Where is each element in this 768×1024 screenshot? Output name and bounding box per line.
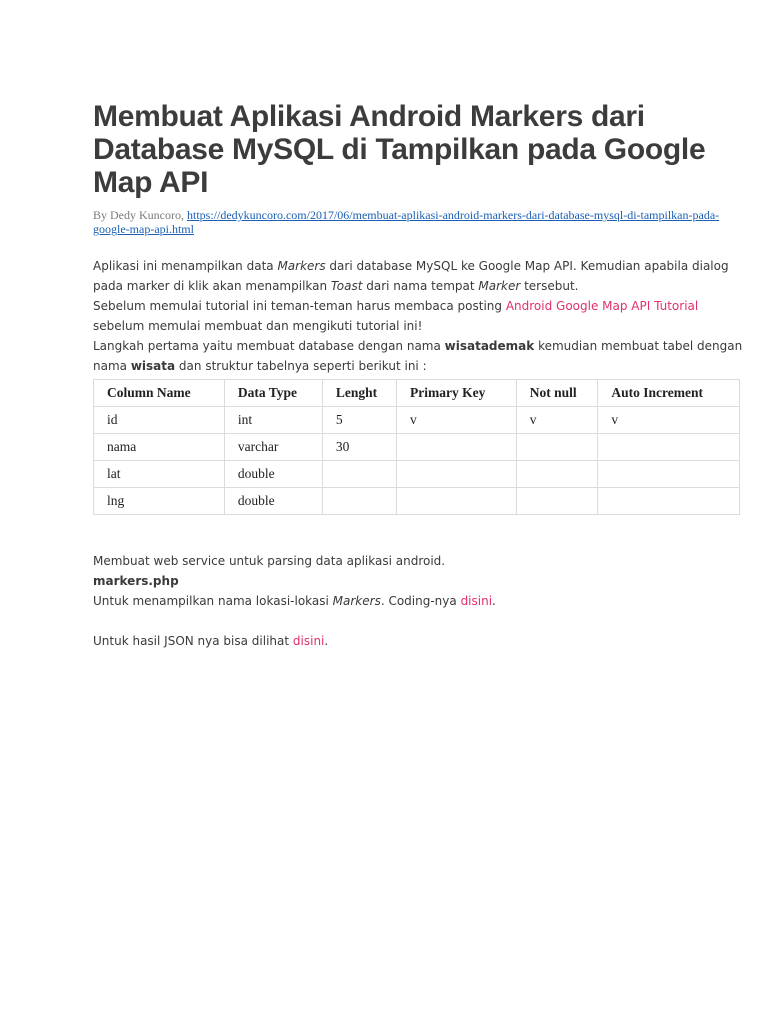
filename-label: markers.php [93, 574, 179, 588]
intro-text: Aplikasi ini menampilkan data [93, 259, 278, 273]
byline-author: By Dedy Kuncoro, [93, 208, 187, 222]
web-service-paragraph [93, 551, 743, 611]
table-cell [598, 434, 740, 461]
table-cell [396, 461, 516, 488]
json-link[interactable]: disini [292, 634, 325, 648]
table-cell: v [396, 407, 516, 434]
table-cell [396, 488, 516, 515]
table-cell [322, 461, 396, 488]
intro-emphasis: Marker [478, 279, 521, 293]
table-cell [516, 434, 598, 461]
json-text: Untuk hasil JSON nya bisa dilihat [93, 634, 293, 648]
column-header: Auto Increment [598, 380, 740, 407]
article [93, 100, 743, 651]
table-cell [598, 461, 740, 488]
json-paragraph [93, 631, 743, 651]
table-cell [396, 434, 516, 461]
table-cell: lng [94, 488, 225, 515]
intro-text: Langkah pertama yaitu membuat database dengan nama [93, 339, 445, 353]
table-cell: lat [94, 461, 225, 488]
intro-text: dari database MySQL ke Google Map API. Kemudian apabila dialog pada marker di klik akan menampilkan [93, 259, 729, 293]
table-name: wisata [130, 359, 176, 373]
intro-paragraph [93, 256, 743, 376]
table-row [94, 407, 740, 434]
table-cell: v [598, 407, 740, 434]
table-cell: id [94, 407, 225, 434]
json-text: . [324, 634, 329, 648]
intro-emphasis: Toast [330, 279, 363, 293]
tutorial-link[interactable]: Android Google Map API Tutorial [505, 299, 699, 313]
table-cell: nama [94, 434, 225, 461]
table-cell [516, 488, 598, 515]
web-service-text: . [492, 594, 496, 608]
table-cell: varchar [224, 434, 322, 461]
table-row [94, 461, 740, 488]
table-cell [598, 488, 740, 515]
table-cell [322, 488, 396, 515]
table-cell: 5 [322, 407, 396, 434]
column-header: Data Type [224, 380, 322, 407]
web-service-emphasis: Markers [332, 594, 381, 608]
intro-text: sebelum memulai membuat dan mengikuti tutorial ini! [93, 319, 423, 333]
source-link[interactable]: https://dedykuncoro.com/2017/06/membuat-aplikasi-android-markers-dari-database-mysql-di-tampilkan-pada-google-map-api.html [93, 208, 720, 236]
column-header: Column Name [94, 380, 225, 407]
intro-emphasis: Markers [277, 259, 326, 273]
table-row [94, 488, 740, 515]
intro-text: dari nama tempat [362, 279, 479, 293]
web-service-text: Membuat web service untuk parsing data aplikasi android. [93, 554, 446, 568]
table-cell: v [516, 407, 598, 434]
table-cell: double [224, 488, 322, 515]
column-header: Not null [516, 380, 598, 407]
byline [93, 208, 743, 236]
column-header: Primary Key [396, 380, 516, 407]
web-service-text: . Coding-nya [380, 594, 461, 608]
column-header: Lenght [322, 380, 396, 407]
table-header-row [94, 380, 740, 407]
intro-text: tersebut. [520, 279, 579, 293]
schema-table [93, 379, 740, 515]
table-cell: double [224, 461, 322, 488]
page-title: Membuat Aplikasi Android Markers dari Database MySQL di Tampilkan pada Google Map API [93, 100, 706, 199]
table-cell [516, 461, 598, 488]
intro-text: kemudian membuat tabel dengan nama [93, 339, 743, 373]
database-name: wisatademak [444, 339, 535, 353]
intro-text: dan struktur tabelnya seperti berikut ini : [175, 359, 427, 373]
web-service-text: Untuk menampilkan nama lokasi-lokasi [93, 594, 333, 608]
intro-text: Sebelum memulai tutorial ini teman-teman harus membaca posting [93, 299, 506, 313]
table-row [94, 434, 740, 461]
coding-link[interactable]: disini [460, 594, 493, 608]
table-cell: 30 [322, 434, 396, 461]
table-cell: int [224, 407, 322, 434]
